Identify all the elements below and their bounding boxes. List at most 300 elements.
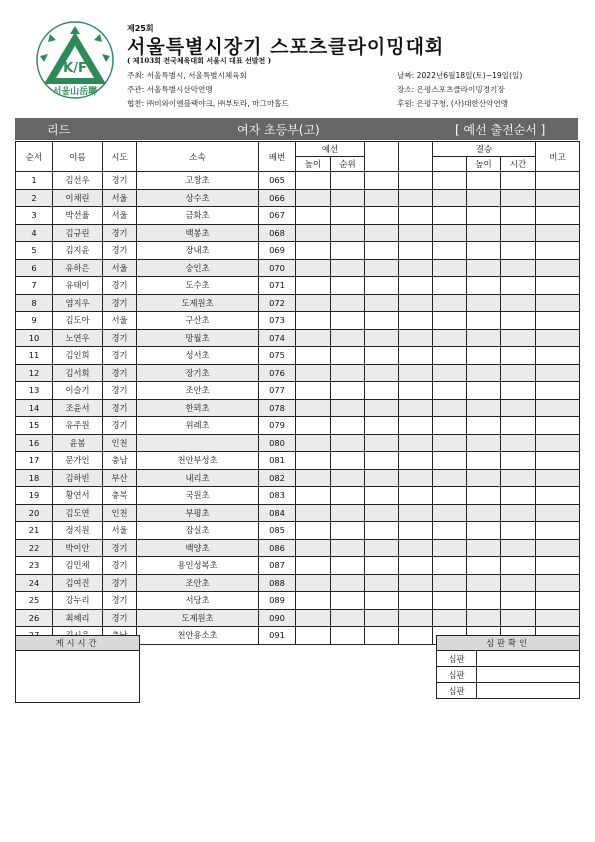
cell-region: 충북 — [103, 487, 137, 505]
cell-no: 26 — [16, 609, 53, 627]
cell-bib: 084 — [259, 504, 296, 522]
table-row — [16, 312, 580, 330]
cell-region: 인천 — [103, 434, 137, 452]
cell-empty — [536, 557, 580, 575]
table-row — [16, 522, 580, 540]
cell-no: 21 — [16, 522, 53, 540]
cell-bib: 088 — [259, 574, 296, 592]
cell-empty — [467, 539, 501, 557]
cell-affiliation: 용인성복초 — [137, 557, 259, 575]
cell-bib: 073 — [259, 312, 296, 330]
cell-bib: 086 — [259, 539, 296, 557]
table-row — [16, 557, 580, 575]
cell-affiliation: 성서초 — [137, 347, 259, 365]
cell-name: 유하은 — [53, 259, 103, 277]
cell-empty — [501, 609, 536, 627]
table-row — [16, 259, 580, 277]
cell-affiliation: 장내초 — [137, 242, 259, 260]
table-row — [16, 399, 580, 417]
table-row — [16, 469, 580, 487]
cell-region: 경기 — [103, 592, 137, 610]
cell-empty — [536, 434, 580, 452]
cell-empty — [433, 487, 467, 505]
cell-no: 15 — [16, 417, 53, 435]
cell-affiliation: 천안부성초 — [137, 452, 259, 470]
judge-confirm-table — [436, 635, 580, 699]
cell-name: 윤봄 — [53, 434, 103, 452]
cell-no: 13 — [16, 382, 53, 400]
cell-no: 11 — [16, 347, 53, 365]
cell-empty — [296, 259, 331, 277]
cell-affiliation: 백봉초 — [137, 224, 259, 242]
logo-text: 서울山岳聯 — [52, 87, 98, 97]
cell-empty — [296, 347, 331, 365]
table-row — [16, 242, 580, 260]
cell-empty — [536, 469, 580, 487]
cell-empty — [296, 399, 331, 417]
cell-affiliation: 금화초 — [137, 207, 259, 225]
cell-empty — [467, 469, 501, 487]
cell-empty — [296, 574, 331, 592]
cell-empty — [399, 522, 433, 540]
cell-empty — [433, 329, 467, 347]
cell-empty — [365, 574, 399, 592]
cell-empty — [296, 487, 331, 505]
cell-empty — [467, 347, 501, 365]
cell-empty — [501, 522, 536, 540]
cell-bib: 091 — [259, 627, 296, 645]
table-row — [16, 574, 580, 592]
cell-empty — [296, 224, 331, 242]
cell-affiliation: 잠실초 — [137, 522, 259, 540]
col-affiliation: 소속 — [137, 142, 259, 172]
cell-name: 노연우 — [53, 329, 103, 347]
category-banner — [15, 118, 578, 140]
cell-empty — [536, 347, 580, 365]
cell-empty — [433, 557, 467, 575]
cell-empty — [433, 259, 467, 277]
cell-empty — [399, 242, 433, 260]
cell-empty — [501, 399, 536, 417]
cell-empty — [536, 312, 580, 330]
cell-empty — [467, 277, 501, 295]
cell-empty — [467, 294, 501, 312]
cell-empty — [536, 364, 580, 382]
cell-empty — [536, 172, 580, 190]
cell-empty — [296, 329, 331, 347]
cell-empty — [296, 207, 331, 225]
cell-no: 6 — [16, 259, 53, 277]
cell-bib: 067 — [259, 207, 296, 225]
cell-empty — [296, 189, 331, 207]
cell-region: 경기 — [103, 574, 137, 592]
cell-empty — [331, 329, 365, 347]
cell-bib: 071 — [259, 277, 296, 295]
cell-region: 부산 — [103, 469, 137, 487]
date-info: 날짜: 2022년6월18일(토)~19일(일) — [397, 71, 523, 80]
cell-empty — [467, 329, 501, 347]
cell-empty — [501, 277, 536, 295]
table-row — [16, 609, 580, 627]
cell-empty — [296, 592, 331, 610]
cell-no: 18 — [16, 469, 53, 487]
cell-empty — [399, 469, 433, 487]
cell-name: 김도아 — [53, 312, 103, 330]
cell-empty — [365, 522, 399, 540]
cell-empty — [433, 242, 467, 260]
cell-empty — [296, 452, 331, 470]
cell-empty — [501, 259, 536, 277]
cell-empty — [399, 189, 433, 207]
cell-empty — [399, 347, 433, 365]
cell-name: 김민채 — [53, 557, 103, 575]
cell-empty — [501, 592, 536, 610]
cell-name: 김서희 — [53, 364, 103, 382]
cell-bib: 075 — [259, 347, 296, 365]
cell-empty — [399, 417, 433, 435]
cell-empty — [536, 259, 580, 277]
cell-empty — [433, 294, 467, 312]
cell-bib: 072 — [259, 294, 296, 312]
cell-bib: 068 — [259, 224, 296, 242]
cell-region: 경기 — [103, 609, 137, 627]
cell-empty — [536, 417, 580, 435]
table-row — [16, 277, 580, 295]
cell-empty — [501, 469, 536, 487]
cell-empty — [467, 259, 501, 277]
cell-region: 경기 — [103, 347, 137, 365]
cell-region: 경기 — [103, 539, 137, 557]
table-row — [16, 539, 580, 557]
cell-empty — [365, 557, 399, 575]
cell-empty — [536, 382, 580, 400]
cell-affiliation: 숭인초 — [137, 259, 259, 277]
cell-empty — [536, 592, 580, 610]
cell-affiliation: 상수초 — [137, 189, 259, 207]
cell-empty — [501, 207, 536, 225]
cell-empty — [536, 242, 580, 260]
cell-no: 19 — [16, 487, 53, 505]
cell-empty — [399, 574, 433, 592]
cell-region: 서울 — [103, 189, 137, 207]
cell-no: 1 — [16, 172, 53, 190]
table-row — [16, 294, 580, 312]
cell-empty — [296, 522, 331, 540]
cell-empty — [365, 242, 399, 260]
cell-empty — [501, 557, 536, 575]
cell-no: 10 — [16, 329, 53, 347]
cell-empty — [433, 434, 467, 452]
cell-empty — [399, 294, 433, 312]
cell-empty — [467, 434, 501, 452]
judge-label: 심판 — [437, 651, 477, 667]
cell-empty — [536, 329, 580, 347]
cell-affiliation: 망월초 — [137, 329, 259, 347]
cell-empty — [365, 312, 399, 330]
page-title: 서울특별시장기 스포츠클라이밍대회 — [127, 36, 445, 58]
cell-affiliation: 도제원초 — [137, 294, 259, 312]
cell-empty — [331, 382, 365, 400]
cell-empty — [536, 539, 580, 557]
cell-region: 충남 — [103, 452, 137, 470]
cell-empty — [331, 207, 365, 225]
cell-bib: 083 — [259, 487, 296, 505]
cell-empty — [365, 329, 399, 347]
table-row — [16, 207, 580, 225]
cell-empty — [536, 504, 580, 522]
cell-empty — [501, 417, 536, 435]
cell-empty — [536, 207, 580, 225]
table-row — [16, 504, 580, 522]
cell-no: 14 — [16, 399, 53, 417]
cell-empty — [501, 364, 536, 382]
cell-empty — [399, 382, 433, 400]
cell-empty — [296, 504, 331, 522]
cell-empty — [536, 487, 580, 505]
cell-empty — [365, 609, 399, 627]
cell-empty — [399, 259, 433, 277]
cell-empty — [365, 487, 399, 505]
cell-empty — [331, 487, 365, 505]
cell-empty — [365, 452, 399, 470]
category-label: 여자 초등부(고) — [237, 123, 320, 137]
table-row — [16, 347, 580, 365]
edition: 제25회 — [127, 24, 154, 33]
table-row — [16, 417, 580, 435]
cell-empty — [433, 189, 467, 207]
cell-empty — [399, 487, 433, 505]
col-bib: 배번 — [259, 142, 296, 172]
cell-no: 4 — [16, 224, 53, 242]
cell-name: 김도연 — [53, 504, 103, 522]
cell-empty — [536, 609, 580, 627]
cell-region: 인천 — [103, 504, 137, 522]
judge-header: 심판확인 — [437, 636, 580, 651]
cell-no: 8 — [16, 294, 53, 312]
cell-bib: 081 — [259, 452, 296, 470]
cell-empty — [331, 592, 365, 610]
cell-empty — [467, 504, 501, 522]
cell-empty — [501, 539, 536, 557]
cell-empty — [365, 347, 399, 365]
cell-empty — [296, 417, 331, 435]
cell-empty — [296, 277, 331, 295]
event-label: 리드 — [47, 123, 71, 137]
cell-affiliation: 조안초 — [137, 382, 259, 400]
cell-empty — [331, 504, 365, 522]
posting-time-label: 게시시간 — [16, 636, 139, 651]
cell-empty — [365, 259, 399, 277]
cell-affiliation: 장기초 — [137, 364, 259, 382]
cell-empty — [296, 312, 331, 330]
cell-empty — [501, 242, 536, 260]
cell-empty — [467, 207, 501, 225]
cell-empty — [365, 592, 399, 610]
cell-empty — [296, 539, 331, 557]
cell-bib: 089 — [259, 592, 296, 610]
cell-bib: 076 — [259, 364, 296, 382]
cell-name: 최혜리 — [53, 609, 103, 627]
cell-empty — [501, 452, 536, 470]
cell-empty — [467, 452, 501, 470]
cell-empty — [399, 277, 433, 295]
cell-empty — [365, 172, 399, 190]
col-qualifier: 예선 — [296, 142, 365, 157]
cell-empty — [467, 609, 501, 627]
cell-empty — [536, 452, 580, 470]
organizer-info: 주관: 서울특별시산악연맹 — [127, 85, 213, 94]
cell-name: 염지우 — [53, 294, 103, 312]
cell-empty — [365, 399, 399, 417]
cell-empty — [331, 452, 365, 470]
cell-no: 3 — [16, 207, 53, 225]
cell-empty — [467, 364, 501, 382]
cell-empty — [433, 592, 467, 610]
cell-empty — [365, 627, 399, 645]
table-row — [16, 224, 580, 242]
start-order-table — [15, 141, 580, 645]
cell-empty — [331, 557, 365, 575]
cell-bib: 077 — [259, 382, 296, 400]
cell-empty — [536, 277, 580, 295]
cell-empty — [536, 399, 580, 417]
table-row — [16, 434, 580, 452]
cell-empty — [467, 242, 501, 260]
cell-empty — [467, 417, 501, 435]
cell-empty — [331, 172, 365, 190]
cell-no: 12 — [16, 364, 53, 382]
cell-empty — [296, 172, 331, 190]
cell-empty — [501, 294, 536, 312]
cell-affiliation: 국원초 — [137, 487, 259, 505]
table-row — [16, 487, 580, 505]
cell-empty — [399, 557, 433, 575]
cell-empty — [501, 329, 536, 347]
judge-sign — [477, 683, 580, 699]
cell-empty — [296, 294, 331, 312]
judge-sign — [477, 667, 580, 683]
cell-empty — [467, 189, 501, 207]
cell-empty — [467, 224, 501, 242]
cell-empty — [433, 504, 467, 522]
cell-empty — [296, 627, 331, 645]
cell-region: 경기 — [103, 172, 137, 190]
cell-name: 김지윤 — [53, 242, 103, 260]
cell-empty — [536, 189, 580, 207]
cell-empty — [296, 469, 331, 487]
cell-name: 유주원 — [53, 417, 103, 435]
cell-empty — [433, 469, 467, 487]
cell-empty — [433, 574, 467, 592]
cell-region: 서울 — [103, 312, 137, 330]
cell-empty — [467, 382, 501, 400]
cell-empty — [365, 294, 399, 312]
cell-no: 22 — [16, 539, 53, 557]
cell-empty — [536, 224, 580, 242]
cell-empty — [365, 504, 399, 522]
cell-region: 경기 — [103, 557, 137, 575]
cell-empty — [501, 382, 536, 400]
cell-empty — [399, 207, 433, 225]
cell-affiliation: 도수초 — [137, 277, 259, 295]
cell-empty — [296, 609, 331, 627]
cell-bib: 082 — [259, 469, 296, 487]
cell-empty — [365, 382, 399, 400]
cell-empty — [536, 294, 580, 312]
col-name: 이름 — [53, 142, 103, 172]
order-label: [ 예선 출전순서 ] — [455, 123, 546, 137]
cell-empty — [433, 609, 467, 627]
table-row — [16, 364, 580, 382]
cell-empty — [399, 504, 433, 522]
cell-empty — [467, 574, 501, 592]
cell-name: 이채린 — [53, 189, 103, 207]
cell-empty — [365, 417, 399, 435]
cell-region: 경기 — [103, 294, 137, 312]
cell-affiliation: 서당초 — [137, 592, 259, 610]
cell-empty — [331, 294, 365, 312]
cell-name: 문가인 — [53, 452, 103, 470]
cell-empty — [365, 189, 399, 207]
cell-affiliation: 위례초 — [137, 417, 259, 435]
cell-no: 2 — [16, 189, 53, 207]
cell-empty — [501, 347, 536, 365]
cell-empty — [467, 592, 501, 610]
cell-region: 경기 — [103, 382, 137, 400]
col-no: 순서 — [16, 142, 53, 172]
cell-empty — [399, 452, 433, 470]
cell-region: 서울 — [103, 522, 137, 540]
cell-bib: 079 — [259, 417, 296, 435]
col-remarks: 비고 — [536, 142, 580, 172]
cell-empty — [331, 522, 365, 540]
cell-empty — [399, 224, 433, 242]
cell-bib: 087 — [259, 557, 296, 575]
cell-region: 경기 — [103, 242, 137, 260]
cell-region: 서울 — [103, 207, 137, 225]
judge-label: 심판 — [437, 667, 477, 683]
cell-empty — [331, 539, 365, 557]
cell-no: 9 — [16, 312, 53, 330]
cell-empty — [433, 277, 467, 295]
cell-empty — [501, 434, 536, 452]
cell-no: 20 — [16, 504, 53, 522]
cell-bib: 090 — [259, 609, 296, 627]
cell-empty — [331, 224, 365, 242]
cell-empty — [501, 172, 536, 190]
logo-letters: K/F — [63, 61, 87, 76]
cell-empty — [433, 382, 467, 400]
cell-empty — [331, 627, 365, 645]
cell-empty — [399, 592, 433, 610]
cell-empty — [365, 224, 399, 242]
table-row — [16, 452, 580, 470]
cell-empty — [433, 347, 467, 365]
cell-bib: 066 — [259, 189, 296, 207]
venue-info: 장소: 은평스포츠클라이밍경기장 — [397, 85, 505, 94]
cell-bib: 069 — [259, 242, 296, 260]
cell-affiliation — [137, 434, 259, 452]
cell-bib: 080 — [259, 434, 296, 452]
cell-name: 정지원 — [53, 522, 103, 540]
cell-affiliation: 백양초 — [137, 539, 259, 557]
cell-region: 서울 — [103, 259, 137, 277]
cell-no: 24 — [16, 574, 53, 592]
cell-name: 조윤서 — [53, 399, 103, 417]
cell-region: 경기 — [103, 277, 137, 295]
cell-empty — [433, 539, 467, 557]
cell-empty — [501, 312, 536, 330]
